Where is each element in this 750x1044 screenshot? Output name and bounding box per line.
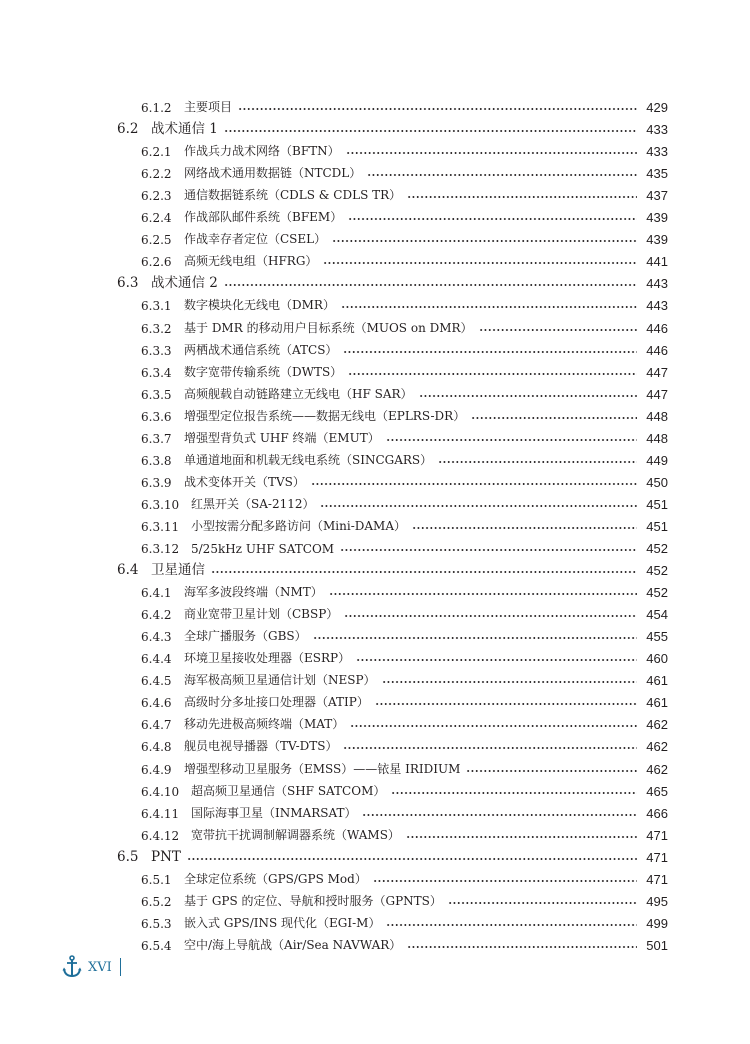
toc-entry-title: 移动先进极高频终端（MAT） [184,717,345,732]
toc-entry-title: 国际海事卫星（INMARSAT） [191,805,357,820]
toc-subsection-entry[interactable] [141,734,668,754]
toc-subsection-entry[interactable] [141,536,668,556]
toc-entry-number: 6.3.12 [141,542,180,556]
toc-entry-title: 海军多波段终端（NMT） [184,585,323,600]
toc-entry-page: 455 [646,629,668,645]
toc-entry-number: 6.4.12 [141,828,180,843]
dot-leader [375,700,637,706]
toc-subsection-entry[interactable] [141,404,668,424]
dot-leader [346,149,637,155]
toc-subsection-entry[interactable] [141,646,668,666]
toc-entry-page: 454 [646,607,668,623]
toc-subsection-entry[interactable] [141,911,668,931]
toc-entry-title: 数字模块化无线电（DMR） [184,298,335,313]
toc-entry-number: 6.4.8 [141,740,172,755]
toc-entry-page: 471 [646,871,668,887]
toc-subsection-entry[interactable] [141,205,668,225]
toc-entry-number: 6.2.5 [141,233,172,248]
dot-leader [311,480,637,486]
dot-leader [224,281,637,287]
toc-entry-number: 6.2.3 [141,189,172,204]
toc-subsection-entry[interactable] [141,426,668,446]
toc-entry-number: 6.5.3 [141,916,172,931]
dot-leader [343,744,637,750]
toc-entry-title: 商业宽带卫星计划（CBSP） [184,607,339,622]
toc-entry-number: 6.3.3 [141,343,172,358]
toc-entry-title: 作战部队邮件系统（BFEM） [184,210,343,225]
toc-entry-title: 基于 GPS 的定位、导航和授时服务（GPNTS） [184,893,442,908]
toc-entry-number: 6.1.2 [141,101,172,115]
toc-entry-page: 466 [646,805,668,821]
toc-entry-page: 451 [646,496,668,512]
toc-section-entry[interactable] [117,117,668,137]
toc-entry-number: 6.4.1 [141,586,172,601]
dot-leader [407,193,637,199]
dot-leader [340,546,637,552]
page-number: XVI [88,959,112,975]
toc-subsection-entry[interactable] [141,338,668,358]
toc-subsection-entry[interactable] [141,492,668,512]
toc-entry-number: 6.2.2 [141,167,172,182]
toc-entry-title: 宽带抗干扰调制解调器系统（WAMS） [191,827,400,842]
dot-leader [382,678,637,684]
toc-entry-page: 462 [646,761,668,777]
toc-entry-page: 452 [646,541,668,556]
toc-entry-number: 6.3.7 [141,431,172,446]
toc-subsection-entry[interactable] [141,249,668,269]
toc-entry-number: 6.5.1 [141,872,172,887]
toc-entry-page: 471 [646,849,668,865]
toc-entry-page: 451 [646,518,668,534]
dot-leader [344,612,637,618]
toc-entry-page: 433 [646,122,668,138]
toc-entry-number: 6.2.1 [141,145,172,160]
dot-leader [238,105,637,111]
toc-entry-page: 461 [646,673,668,689]
toc-entry-title: 增强型背负式 UHF 终端（EMUT） [184,430,380,445]
dot-leader [348,370,637,376]
dot-leader [224,127,637,133]
toc-entry-number: 6.4.4 [141,652,172,667]
toc-entry-number: 6.3.1 [141,299,172,314]
toc-entry-page: 435 [646,166,668,182]
toc-subsection-entry[interactable] [141,227,668,247]
toc-entry-title: 嵌入式 GPS/INS 现代化（EGI-M） [184,915,381,930]
dot-leader [367,171,637,177]
toc-entry-number: 6.5 [117,848,139,865]
toc-entry-number: 6.4.3 [141,630,172,645]
toc-entry-number: 6.3.4 [141,365,172,380]
footer-divider [120,958,121,976]
toc-entry-title: 海军极高频卫星通信计划（NESP） [184,673,376,688]
dot-leader [350,722,637,728]
toc-subsection-entry[interactable] [141,690,668,710]
page-footer [62,954,121,980]
toc-subsection-entry[interactable] [141,779,668,799]
toc-section-entry[interactable] [117,271,668,291]
toc-entry-title: 高频舰载自动链路建立无线电（HF SAR） [184,386,413,401]
dot-leader [187,855,637,861]
toc-entry-number: 6.4.2 [141,608,172,623]
dot-leader [323,259,637,265]
dot-leader [332,237,637,243]
toc-entry-number: 6.3.11 [141,519,180,534]
toc-entry-page: 439 [646,232,668,248]
anchor-icon [62,955,82,979]
toc-entry-page: 449 [646,452,668,468]
toc-entry-title: 单通道地面和机载无线电系统（SINCGARS） [184,452,433,467]
toc-entry-page: 499 [646,915,668,931]
toc-entry-page: 439 [646,210,668,226]
toc-entry-page: 471 [646,827,668,843]
toc-entry-page: 433 [646,144,668,160]
dot-leader [391,789,637,795]
toc-entry-number: 6.3.8 [141,453,172,468]
toc-entry-title: 基于 DMR 的移动用户目标系统（MUOS on DMR） [184,320,473,335]
toc-entry-page: 447 [646,364,668,380]
toc-subsection-entry[interactable] [141,293,668,313]
toc-entry-page: 465 [646,783,668,799]
toc-entry-number: 6.4.9 [141,762,172,777]
toc-entry-number: 6.5.2 [141,894,172,909]
toc-entry-page: 437 [646,188,668,204]
toc-entry-number: 6.4.11 [141,806,180,821]
toc-subsection-entry[interactable] [141,514,668,534]
toc-entry-page: 452 [646,563,668,579]
toc-entry-page: 446 [646,342,668,358]
toc-entry-page: 462 [646,717,668,733]
toc-entry-number: 6.3 [117,275,139,292]
toc-entry-title: 舰员电视导播器（TV-DTS） [184,739,338,754]
toc-entry-number: 6.2 [117,121,139,138]
dot-leader [313,634,637,640]
toc-entry-title: 5/25kHz UHF SATCOM [191,542,335,556]
toc-subsection-entry[interactable] [141,624,668,644]
toc-entry-number: 6.3.2 [141,321,172,336]
toc-entry-number: 6.2.6 [141,255,172,270]
toc-entry-page: 447 [646,386,668,402]
toc-subsection-entry[interactable] [141,602,668,622]
toc-entry-title: 全球定位系统（GPS/GPS Mod） [184,871,367,886]
toc-subsection-entry[interactable] [141,712,668,732]
toc-entry-number: 6.3.10 [141,497,180,512]
toc-subsection-entry[interactable] [141,470,668,490]
toc-subsection-entry[interactable] [141,316,668,336]
toc-entry-page: 441 [646,254,668,270]
toc-entry-title: 战术通信 2 [151,275,218,292]
toc-section-entry[interactable] [117,845,668,865]
toc-subsection-entry[interactable] [141,360,668,380]
dot-leader [341,303,637,309]
toc-subsection-entry[interactable] [141,161,668,181]
toc-entry-number: 6.4.5 [141,674,172,689]
toc-subsection-entry[interactable] [141,183,668,203]
toc-entry-title: 全球广播服务（GBS） [184,629,307,644]
dot-leader [356,656,637,662]
dot-leader [448,899,637,905]
toc-entry-page: 460 [646,651,668,667]
dot-leader [348,215,637,221]
toc-subsection-entry[interactable] [141,889,668,909]
toc-entry-title: 作战幸存者定位（CSEL） [184,232,327,247]
dot-leader [438,458,637,464]
toc-entry-title: 增强型移动卫星服务（EMSS）——铱星 IRIDIUM [184,761,461,776]
toc-entry-title: 高频无线电组（HFRG） [184,254,318,269]
toc-entry-page: 461 [646,695,668,711]
toc-entry-number: 6.2.4 [141,211,172,226]
toc-entry-number: 6.4.7 [141,718,172,733]
toc-entry-number: 6.4 [117,562,139,579]
toc-entry-number: 6.5.4 [141,938,172,953]
toc-subsection-entry[interactable] [141,933,668,953]
toc-entry-page: 429 [646,100,668,115]
toc-entry-page: 446 [646,320,668,336]
toc-entry-number: 6.4.10 [141,784,180,799]
toc-subsection-entry[interactable] [141,448,668,468]
toc-entry-title: 超高频卫星通信（SHF SATCOM） [191,783,386,798]
toc-entry-number: 6.3.5 [141,387,172,402]
toc-subsection-entry[interactable] [141,382,668,402]
toc-entry-page: 462 [646,739,668,755]
toc-entry-number: 6.3.6 [141,409,172,424]
dot-leader [412,524,637,530]
toc-entry-page: 448 [646,408,668,424]
toc-subsection-entry[interactable] [141,580,668,600]
toc-entry-title: 小型按需分配多路访问（Mini-DAMA） [191,518,406,533]
toc-entry-title: 通信数据链系统（CDLS & CDLS TR） [184,188,402,203]
dot-leader [419,392,637,398]
toc-entry-title: 战术变体开关（TVS） [184,474,305,489]
toc-entry-page: 452 [646,585,668,601]
toc-entry-page: 443 [646,276,668,292]
toc-entry-title: 两栖战术通信系统（ATCS） [184,342,338,357]
toc-subsection-entry[interactable] [141,668,668,688]
toc-subsection-entry[interactable] [141,867,668,887]
toc-entry-title: 网络战术通用数据链（NTCDL） [184,166,362,181]
toc-entry-title: 红黑开关（SA-2112） [191,496,315,511]
dot-leader [329,590,637,596]
toc-section-entry[interactable] [117,558,668,578]
toc-entry-title: 战术通信 1 [151,121,218,138]
dot-leader [343,348,637,354]
toc-entry-title: 环境卫星接收处理器（ESRP） [184,651,351,666]
toc-subsection-entry[interactable] [141,757,668,777]
dot-leader [386,436,637,442]
dot-leader [362,811,637,817]
toc-entry-page: 495 [646,893,668,909]
toc-entry-title: 卫星通信 [151,562,205,579]
toc-entry-page: 448 [646,430,668,446]
toc-entry-page: 450 [646,474,668,490]
toc-subsection-entry[interactable] [141,801,668,821]
dot-leader [211,568,637,574]
toc-subsection-entry[interactable] [141,95,668,115]
toc-entry-page: 443 [646,298,668,314]
toc-subsection-entry[interactable] [141,139,668,159]
toc-entry-number: 6.3.9 [141,475,172,490]
toc-entry-title: PNT [151,848,181,865]
dot-leader [320,502,637,508]
dot-leader [479,326,637,332]
toc-entry-number: 6.4.6 [141,696,172,711]
dot-leader [471,414,637,420]
toc-entry-title: 高级时分多址接口处理器（ATIP） [184,695,369,710]
toc-entry-title: 空中/海上导航战（Air/Sea NAVWAR） [184,937,402,952]
toc-entry-title: 作战兵力战术网络（BFTN） [184,144,340,159]
toc-subsection-entry[interactable] [141,823,668,843]
toc-entry-title: 主要项目 [184,100,233,114]
toc-entry-title: 增强型定位报告系统——数据无线电（EPLRS-DR） [184,408,466,423]
toc-entry-page: 501 [646,937,668,953]
dot-leader [373,877,637,883]
dot-leader [466,767,637,773]
dot-leader [406,833,637,839]
toc-entry-title: 数字宽带传输系统（DWTS） [184,364,343,379]
dot-leader [407,943,637,949]
dot-leader [386,921,637,927]
